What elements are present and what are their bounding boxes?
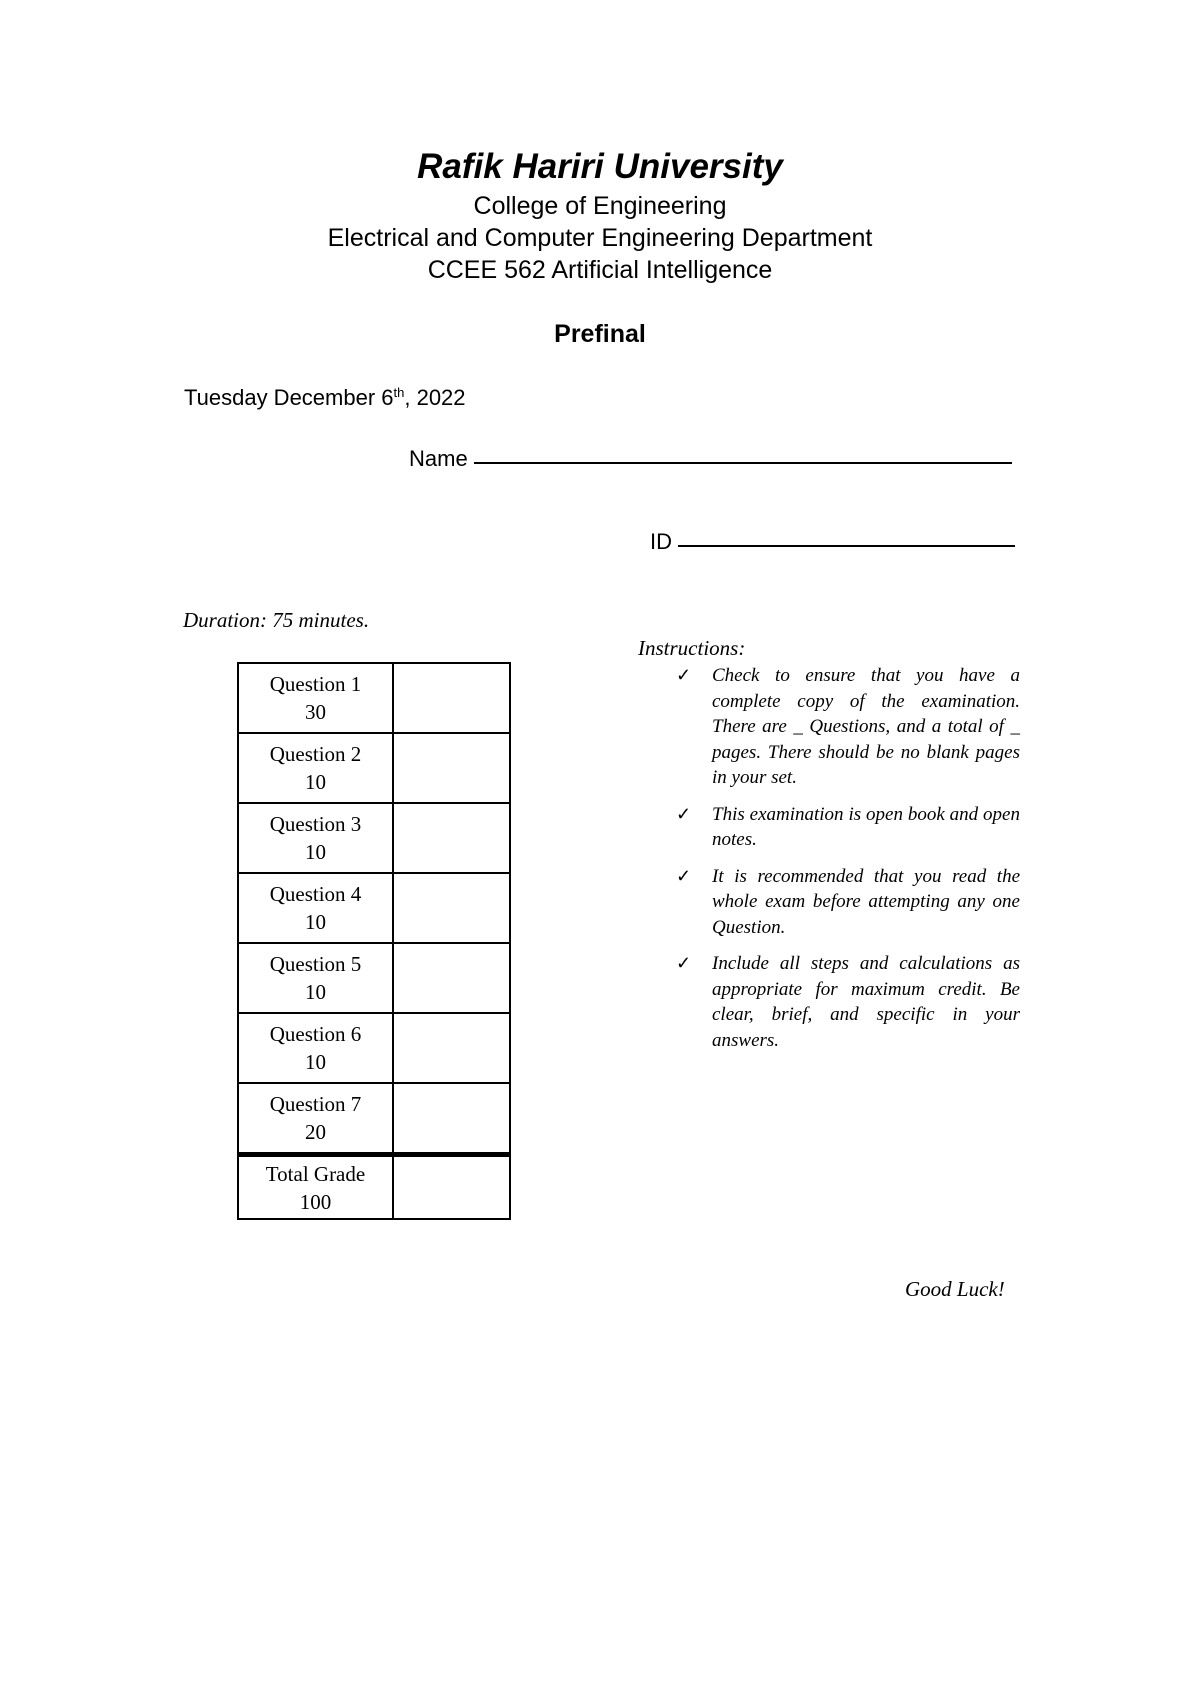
question-label: Question 3 (269, 812, 362, 836)
question-points: 10 (305, 840, 326, 864)
grade-row (238, 1013, 510, 1083)
score-cell[interactable] (393, 733, 510, 803)
score-cell[interactable] (393, 803, 510, 873)
id-blank[interactable] (678, 523, 1015, 547)
question-points: 20 (305, 1120, 326, 1144)
instruction-text: Include all steps and calculations as appropriate for maximum credit. Be clear, brief, and specific in your answers. (712, 953, 1020, 1051)
instruction-item (676, 951, 1020, 1053)
question-label: Question 4 (269, 882, 362, 906)
checkmark-icon: ✓ (676, 865, 692, 886)
grade-table (237, 662, 511, 1220)
grade-row (238, 1083, 510, 1155)
id-label: ID (650, 529, 672, 554)
grade-row (238, 733, 510, 803)
name-label: Name (409, 446, 468, 471)
grade-row (238, 873, 510, 943)
score-cell[interactable] (393, 663, 510, 733)
date-year: , 2022 (404, 385, 466, 410)
question-label: Question 7 (269, 1092, 362, 1116)
score-cell[interactable] (393, 1083, 510, 1155)
score-cell[interactable] (393, 943, 510, 1013)
question-points: 30 (305, 700, 326, 724)
department-name: Electrical and Computer Engineering Department (327, 224, 873, 252)
exam-date (184, 383, 466, 413)
question-points: 10 (305, 980, 326, 1004)
total-points: 100 (299, 1189, 332, 1214)
checkmark-icon: ✓ (676, 665, 692, 685)
exam-title: Prefinal (554, 320, 646, 348)
question-label-cell (238, 873, 393, 943)
question-label-cell (238, 1083, 393, 1155)
total-row (238, 1155, 510, 1220)
total-label-cell (238, 1155, 393, 1220)
university-title: Rafik Hariri University (417, 147, 783, 186)
name-blank[interactable] (474, 440, 1012, 464)
date-suffix: th (393, 385, 405, 400)
question-label: Question 5 (269, 952, 362, 976)
question-points: 10 (305, 1050, 326, 1074)
question-label-cell (238, 663, 393, 733)
instruction-text: Check to ensure that you have a complete copy of the examination. There are _ Questions, and a total of _ pages. There should be no blank pages in your set. (712, 665, 1020, 788)
name-field[interactable] (409, 440, 1012, 474)
instruction-text: This examination is open book and open notes. (712, 803, 1020, 850)
total-score-cell[interactable] (393, 1155, 510, 1220)
checkmark-icon: ✓ (676, 803, 692, 824)
question-label-cell (238, 1013, 393, 1083)
good-luck: Good Luck! (905, 1277, 1005, 1301)
instruction-item (676, 864, 1020, 941)
question-label-cell (238, 803, 393, 873)
instruction-item (676, 663, 1020, 791)
checkmark-icon: ✓ (676, 953, 692, 973)
question-label: Question 1 (269, 672, 362, 696)
duration: Duration: 75 minutes. (183, 608, 370, 632)
instruction-item (676, 802, 1020, 853)
instructions-list (676, 663, 1020, 1064)
score-cell[interactable] (393, 1013, 510, 1083)
question-label: Question 6 (269, 1022, 362, 1046)
grade-row (238, 803, 510, 873)
question-points: 10 (305, 910, 326, 934)
question-label: Question 2 (269, 742, 362, 766)
question-label-cell (238, 733, 393, 803)
total-label: Total Grade (265, 1161, 366, 1186)
question-points: 10 (305, 770, 326, 794)
course-name: CCEE 562 Artificial Intelligence (427, 256, 773, 284)
grade-row (238, 943, 510, 1013)
college-name: College of Engineering (473, 192, 727, 220)
id-field[interactable] (650, 523, 1015, 557)
question-label-cell (238, 943, 393, 1013)
date-text: Tuesday December 6 (184, 385, 394, 410)
grade-row (238, 663, 510, 733)
instructions-title: Instructions: (638, 636, 746, 660)
score-cell[interactable] (393, 873, 510, 943)
instruction-text: It is recommended that you read the whole exam before attempting any one Question. (712, 865, 1020, 938)
